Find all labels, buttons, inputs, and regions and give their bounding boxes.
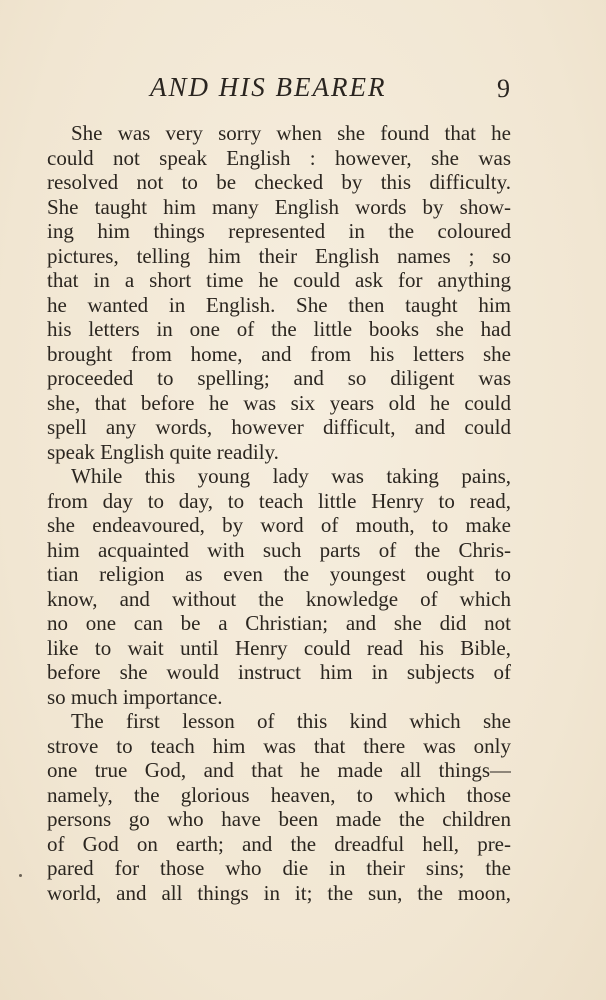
body-text xyxy=(47,121,511,905)
text-line: so much importance. xyxy=(47,684,223,709)
text-line: pared for those who die in their sins; the xyxy=(47,856,511,880)
margin-speck xyxy=(19,874,22,877)
text-line: namely, the glorious heaven, to which those xyxy=(47,782,511,807)
text-line: could not speak English : however, she was xyxy=(47,145,511,170)
text-line: before she would instruct him in subjects of xyxy=(47,660,511,684)
text-line: like to wait until Henry could read his Bible, xyxy=(47,635,511,660)
text-line: spell any words, however difficult, and could xyxy=(47,415,511,439)
text-line: he wanted in English. She then taught him xyxy=(47,292,511,317)
text-line: tian religion as even the youngest ought to xyxy=(47,562,511,586)
text-line: his letters in one of the little books she had xyxy=(47,317,511,341)
text-line: proceeded to spelling; and so diligent was xyxy=(47,366,511,390)
text-line: know, and without the knowledge of which xyxy=(47,586,511,611)
text-line: him acquainted with such parts of the Chris- xyxy=(47,537,511,562)
text-line: The first lesson of this kind which she xyxy=(71,709,511,733)
text-line: She was very sorry when she found that he xyxy=(71,121,511,145)
text-line: that in a short time he could ask for anything xyxy=(47,268,511,292)
text-line: she endeavoured, by word of mouth, to make xyxy=(47,513,511,537)
page-number: 9 xyxy=(497,74,510,103)
text-line: she, that before he was six years old he could xyxy=(47,390,511,415)
text-line: world, and all things in it; the sun, the moon, xyxy=(47,880,511,905)
text-line: She taught him many English words by show- xyxy=(47,194,511,219)
text-line: strove to teach him was that there was only xyxy=(47,733,511,758)
text-line: brought from home, and from his letters she xyxy=(47,341,511,366)
text-line: one true God, and that he made all things— xyxy=(47,758,511,782)
text-line: ing him things represented in the coloured xyxy=(47,219,511,243)
text-line: speak English quite readily. xyxy=(47,439,279,464)
text-line: no one can be a Christian; and she did not xyxy=(47,611,511,635)
text-line: from day to day, to teach little Henry to read, xyxy=(47,488,511,513)
text-line: pictures, telling him their English names ; so xyxy=(47,243,511,268)
text-line: While this young lady was taking pains, xyxy=(71,464,511,488)
text-line: resolved not to be checked by this difficulty. xyxy=(47,170,511,194)
text-line: persons go who have been made the children xyxy=(47,807,511,831)
running-head: AND HIS BEARER xyxy=(150,72,387,102)
text-line: of God on earth; and the dreadful hell, pre- xyxy=(47,831,511,856)
